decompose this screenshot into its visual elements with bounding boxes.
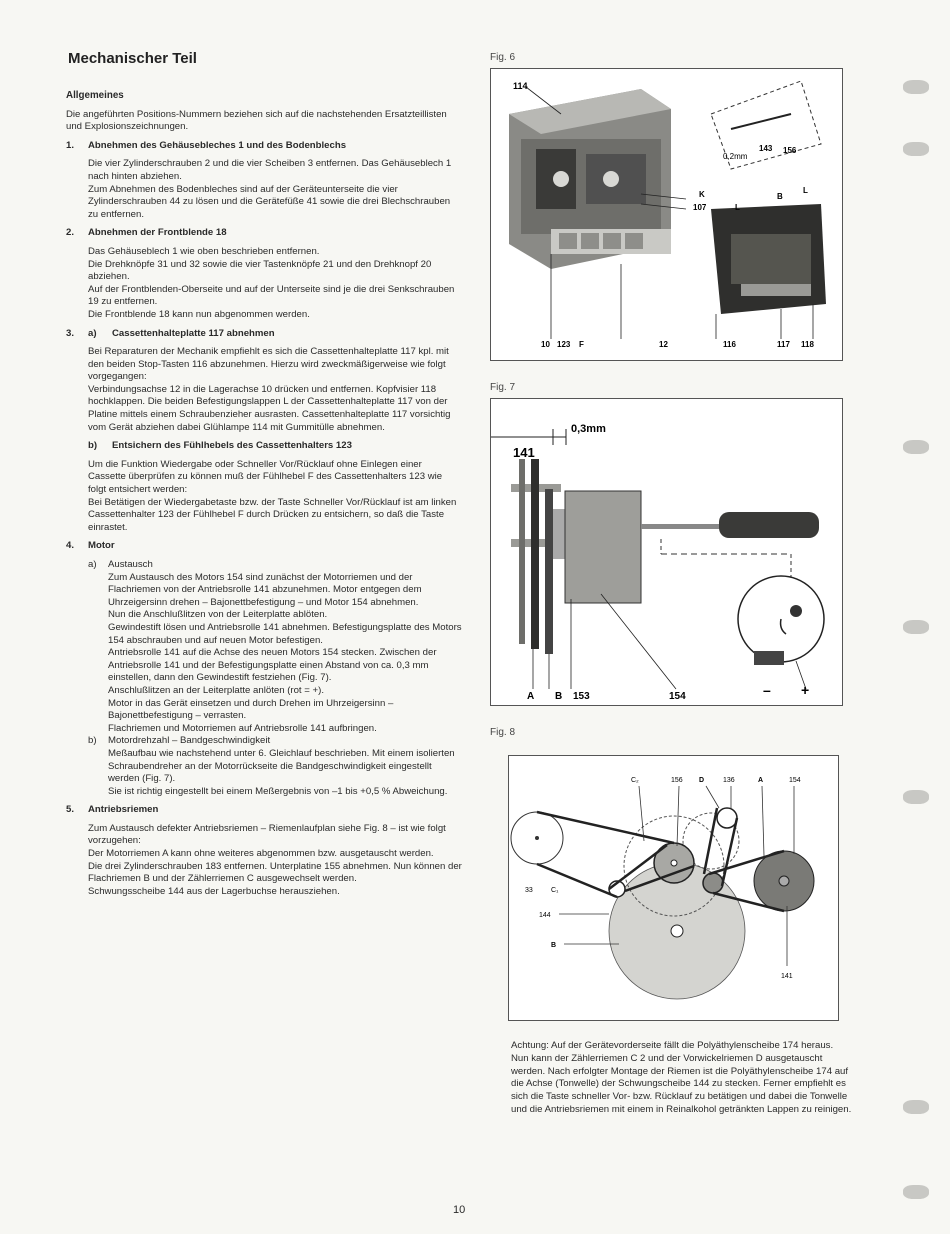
paragraph: Die vier Zylinderschrauben 2 und die vier Scheiben 3 entfernen. Das Gehäuseblech 1 nach hinten abziehen. bbox=[88, 158, 452, 182]
figure-7-drawing bbox=[491, 399, 842, 705]
callout-d: D bbox=[699, 777, 705, 784]
callout-141: 141 bbox=[513, 445, 535, 460]
callout-plus: + bbox=[801, 682, 810, 698]
section-number: 2. bbox=[66, 227, 75, 239]
scan-artifact bbox=[903, 80, 929, 94]
paragraph: Achtung: Auf der Gerätevorderseite fällt die Polyäthylenscheibe 174 heraus. bbox=[511, 1040, 834, 1051]
callout-l-right: L bbox=[803, 186, 808, 195]
callout-116: 116 bbox=[723, 340, 736, 349]
paragraph: Das Gehäuseblech 1 wie oben beschrieben entfernen. bbox=[88, 245, 320, 257]
figure-7-photo bbox=[490, 398, 843, 706]
callout-minus: – bbox=[763, 682, 771, 698]
section-4b bbox=[88, 735, 462, 798]
callout-12: 12 bbox=[659, 340, 668, 349]
callout-154: 154 bbox=[669, 691, 686, 702]
callout-b: B bbox=[555, 691, 563, 702]
callout-33: 33 bbox=[525, 887, 533, 894]
callout-144: 144 bbox=[539, 912, 551, 919]
section-5-body bbox=[88, 823, 462, 899]
callout-c2: C₂ bbox=[631, 777, 639, 784]
section-title: Abnehmen der Frontblende 18 bbox=[88, 227, 227, 239]
paragraph: Anschlußlitzen an der Leiterplatte anlöten (rot = +). bbox=[108, 684, 324, 696]
section-title: Cassettenhalteplatte 117 abnehmen bbox=[112, 327, 275, 339]
figure-6-drawing bbox=[491, 69, 842, 360]
callout-156: 156 bbox=[671, 777, 683, 784]
scan-artifact bbox=[903, 1185, 929, 1199]
section-title: Antriebsriemen bbox=[88, 804, 159, 816]
page-title: Mechanischer Teil bbox=[68, 50, 197, 67]
scan-artifact bbox=[903, 142, 929, 156]
callout-f: F bbox=[579, 340, 584, 349]
callout-118: 118 bbox=[801, 340, 814, 349]
paragraph: Austausch bbox=[108, 559, 153, 570]
figure-6-photo bbox=[490, 68, 843, 361]
callout-114: 114 bbox=[513, 81, 528, 91]
section-number: 1. bbox=[66, 139, 75, 151]
section-number: 5. bbox=[66, 804, 75, 816]
figure-8-label: Fig. 8 bbox=[490, 727, 516, 738]
callout-c1: C₁ bbox=[551, 887, 559, 894]
general-text: Die angeführten Positions-Nummern beziehen sich auf die nachstehenden Ersatzteillisten und Explosionszeichnungen. bbox=[66, 108, 447, 133]
paragraph: Gewindestift lösen und Antriebsrolle 141 abnehmen. Befestigungsplatte des Motors 154 abschrauben und auf neuen Motor befestigen. bbox=[108, 621, 462, 646]
section-title: Abnehmen des Gehäusebleches 1 und des Bodenblechs bbox=[88, 139, 347, 151]
paragraph: Flachriemen und Motorriemen auf Antriebsrolle 141 aufbringen. bbox=[108, 722, 377, 734]
paragraph: Sie ist richtig eingestellt bei einem Meßergebnis von –1 bis +0,5 % Abweichung. bbox=[108, 785, 448, 797]
right-column-text bbox=[511, 1040, 853, 1117]
paragraph: Motor in das Gerät einsetzen und durch Drehen im Uhrzeigersinn – Bajonettbefestigung – verrasten. bbox=[108, 697, 394, 722]
callout-154: 154 bbox=[789, 777, 801, 784]
paragraph: Meßaufbau wie nachstehend unter 6. Gleichlauf beschrieben. Mit einem isolierten Schraubendreher an der Motorrückseite die Bandgeschwindigkeit eingestellt werden (Fig. 7). bbox=[108, 747, 455, 785]
section-number: 4. bbox=[66, 540, 75, 552]
section-5-heading bbox=[62, 804, 462, 817]
paragraph: Die Frontblende 18 kann nun abgenommen werden. bbox=[88, 308, 310, 320]
callout-153: 153 bbox=[573, 691, 590, 702]
scan-artifact bbox=[903, 790, 929, 804]
callout-143: 143 bbox=[759, 144, 773, 153]
scan-artifact bbox=[903, 440, 929, 454]
item-text bbox=[108, 559, 462, 735]
paragraph: Auf der Frontblenden-Oberseite und auf der Unterseite sind je die drei Senkschrauben 19 zu entfernen. bbox=[88, 283, 455, 308]
paragraph: Der Motorriemen A kann ohne weiteres abgenommen bzw. ausgetauscht werden. bbox=[88, 848, 434, 860]
paragraph: Nun kann der Zählerriemen C 2 und der Vorwickelriemen D ausgetauscht werden. Nach erfolgter Montage der Riemen ist die Polyäthylenscheibe 174 auf die Achse (Tonwelle) der Schwungscheibe 144 zu stecken. Ferner empfiehlt es sich die Taste schneller Vor- bzw. Rücklauf zu betätigen und dabei die Tonwelle und die Antriebsriemen mit einem in Reinalkohol getränkten Lappen zu reinigen. bbox=[511, 1052, 852, 1115]
section-3b-body bbox=[88, 459, 462, 535]
paragraph: Die drei Zylinderschrauben 183 entfernen. Unterplatine 155 abnehmen. Nun können der Flachriemen B und der Zählerriemen C ausgewechselt werden. bbox=[88, 860, 462, 885]
callout-gap: 0,3mm bbox=[571, 423, 606, 435]
callout-117: 117 bbox=[777, 340, 790, 349]
paragraph: Die Drehknöpfe 31 und 32 sowie die vier Tastenknöpfe 21 und den Drehknopf 20 abziehen. bbox=[88, 258, 432, 283]
section-3-heading bbox=[62, 328, 462, 341]
item-text bbox=[108, 735, 462, 798]
item-letter: b) bbox=[88, 735, 97, 747]
scan-artifact bbox=[903, 620, 929, 634]
callout-136: 136 bbox=[723, 777, 735, 784]
paragraph: Zum Abnehmen des Bodenbleches sind auf der Geräteunterseite die vier Zylinderschrauben 44 zu lösen und die Gerätefüße 41 sowie die drei Blechschrauben zu entfernen. bbox=[88, 183, 451, 220]
section-2-body bbox=[88, 246, 462, 322]
subsection-letter: a) bbox=[88, 327, 97, 339]
figure-8-diagram bbox=[508, 755, 839, 1021]
figure-6-label: Fig. 6 bbox=[490, 52, 516, 63]
paragraph: Schwungsscheibe 144 aus der Lagerbuchse herausziehen. bbox=[88, 885, 340, 897]
callout-02mm: 0,2mm bbox=[723, 152, 748, 161]
general-heading: Allgemeines bbox=[66, 90, 124, 101]
section-number: 3. bbox=[66, 327, 75, 339]
callout-l-left: L bbox=[735, 203, 740, 212]
callout-10: 10 bbox=[541, 340, 550, 349]
callout-156: 156 bbox=[783, 146, 797, 155]
callout-b: B bbox=[777, 192, 783, 201]
section-4-heading bbox=[62, 540, 462, 553]
callout-b: B bbox=[551, 942, 557, 949]
callout-141: 141 bbox=[781, 973, 793, 980]
figure-8-drawing bbox=[509, 756, 838, 1020]
section-1-heading bbox=[62, 140, 462, 153]
section-2-heading bbox=[62, 227, 462, 240]
paragraph: Antriebsrolle 141 auf die Achse des neuen Motors 154 stecken. Zwischen der Antriebsrolle 141 und der Befestigungsplatte einen Abstand von ca. 0,3 mm einstellen, dann den Gewindestift festziehen (Fig. 7). bbox=[108, 647, 437, 684]
section-title: Motor bbox=[88, 540, 115, 552]
left-column bbox=[62, 90, 462, 904]
callout-a: A bbox=[527, 691, 535, 702]
callout-123: 123 bbox=[557, 340, 571, 349]
paragraph: Bei Betätigen der Wiedergabetaste bzw. der Taste Schneller Vor/Rücklauf ist am linken Cassettenhalter 123 der Fühlhebel F durch Drücken zu entsichern, so daß die Taste einrastet. bbox=[88, 496, 457, 533]
callout-k: K bbox=[699, 190, 705, 199]
item-letter: a) bbox=[88, 559, 97, 570]
subsection-letter: b) bbox=[88, 440, 98, 452]
paragraph: Verbindungsachse 12 in die Lagerachse 10 drücken und entfernen. Kopfvisier 118 hochklappen. Die beiden Befestigungslappen L der Cassettenhalteplatte 117 von der Platine mittels einem Schraubenzieher ausrasten. Cassettenhalteplatte 117 vorsichtig vom Gerät abziehen dabei Glühlampe 114 mit Gummitülle abnehmen. bbox=[88, 383, 451, 433]
scan-artifact bbox=[903, 1100, 929, 1114]
paragraph: Motordrehzahl – Bandgeschwindigkeit bbox=[108, 735, 271, 747]
page-number: 10 bbox=[453, 1204, 466, 1216]
paragraph: Um die Funktion Wiedergabe oder Schneller Vor/Rücklauf ohne Einlegen einer Cassette überprüfen zu können muß der Fühlhebel F des Cassettenhalters 123 wie folgt entsichert werden: bbox=[88, 458, 443, 496]
figure-7-label: Fig. 7 bbox=[490, 382, 516, 393]
subsection-title: Entsichern des Fühlhebels des Cassettenhalters 123 bbox=[112, 440, 352, 452]
callout-107: 107 bbox=[693, 203, 707, 212]
section-1-body bbox=[88, 158, 462, 221]
paragraph: Zum Austausch defekter Antriebsriemen – Riemenlaufplan siehe Fig. 8 – ist wie folgt vorzugehen: bbox=[88, 822, 446, 847]
paragraph: Nun die Anschlußlitzen von der Leiterplatte ablöten. bbox=[108, 609, 328, 621]
paragraph: Bei Reparaturen der Mechanik empfiehlt es sich die Cassettenhalteplatte 117 kpl. mit den beiden Stop-Tasten 116 abzunehmen. Hierzu wird zweckmäßigerweise wie folgt vorgegangen: bbox=[88, 346, 449, 383]
section-4a bbox=[88, 559, 462, 735]
section-3b-heading bbox=[88, 440, 462, 453]
paragraph: Zum Austausch des Motors 154 sind zunächst der Motorriemen und der Flachriemen von der Antriebsrolle 141 abzunehmen. Motor entgegen dem Uhrzeigersinn drehen – Bajonettbefestigung – und Motor 154 abnehmen. bbox=[108, 571, 422, 608]
callout-a: A bbox=[758, 777, 764, 784]
section-3a-body bbox=[88, 346, 462, 434]
